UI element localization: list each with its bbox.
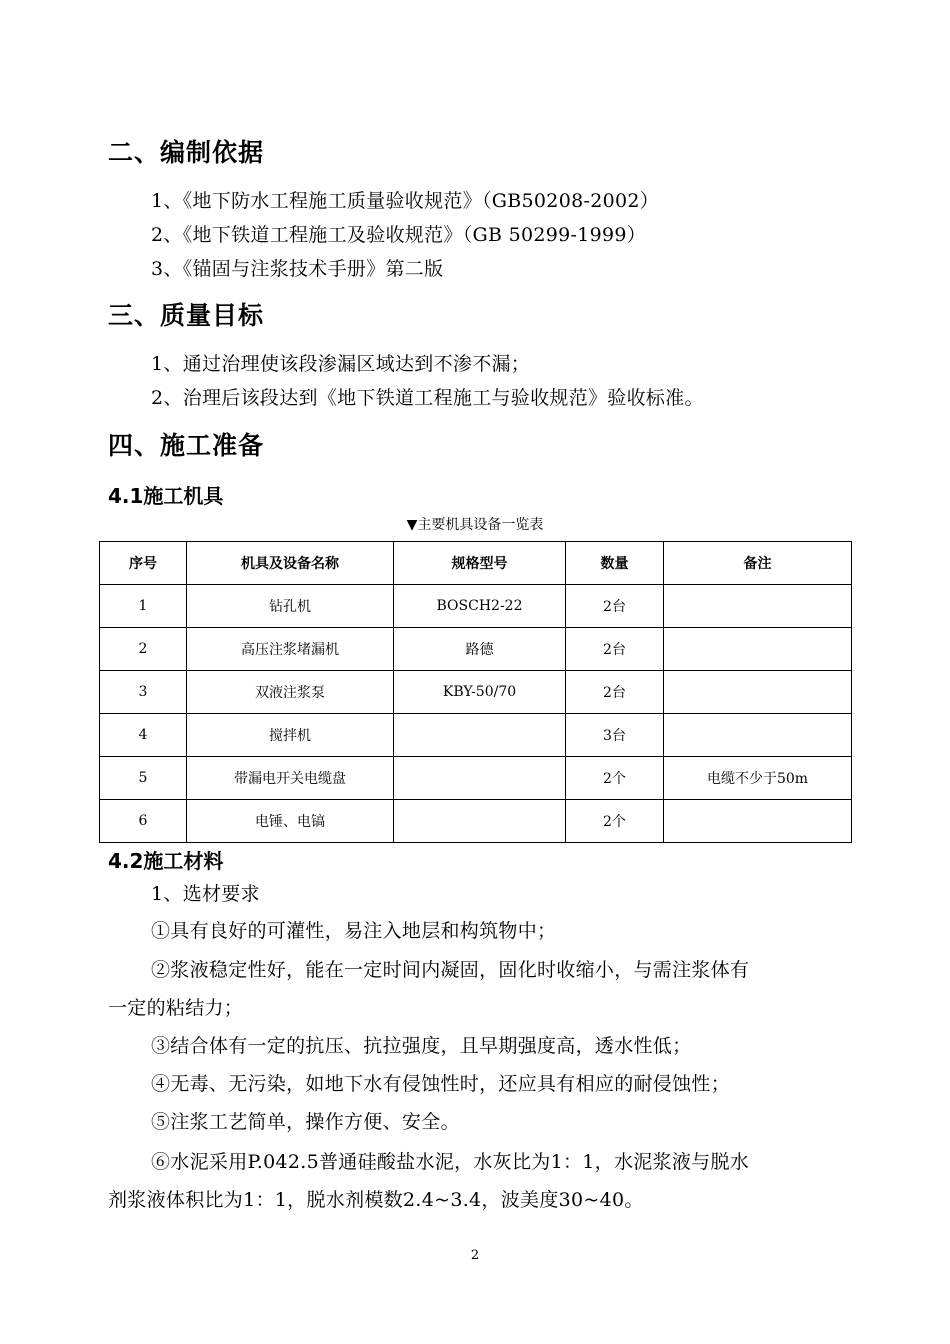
- cell-note: [664, 800, 852, 843]
- cell-model: BOSCH2-22: [394, 585, 566, 628]
- col-header-name: 机具及设备名称: [187, 542, 394, 585]
- cell-model: [394, 757, 566, 800]
- cell-qty: 2台: [566, 585, 664, 628]
- cell-note: [664, 671, 852, 714]
- section3-item-2: 2、治理后该段达到《地下铁道工程施工与验收规范》验收标准。: [151, 387, 704, 409]
- cell-qty: 2台: [566, 628, 664, 671]
- col-header-qty: 数量: [566, 542, 664, 585]
- cell-no: 2: [100, 628, 187, 671]
- col-header-note: 备注: [664, 542, 852, 585]
- cell-qty: 2台: [566, 671, 664, 714]
- material-line: ④无毒、无污染，如地下水有侵蚀性时，还应具有相应的耐侵蚀性；: [151, 1073, 731, 1095]
- cell-no: 5: [100, 757, 187, 800]
- cell-no: 6: [100, 800, 187, 843]
- material-line: ②浆液稳定性好，能在一定时间内凝固，固化时收缩小，与需注浆体有: [151, 959, 750, 981]
- cell-no: 1: [100, 585, 187, 628]
- equipment-table: [99, 541, 852, 843]
- col-header-model: 规格型号: [394, 542, 566, 585]
- cell-note: [664, 585, 852, 628]
- material-line: ⑥水泥采用P.042.5普通硅酸盐水泥，水灰比为1：1，水泥浆液与脱水: [151, 1151, 750, 1173]
- cell-no: 4: [100, 714, 187, 757]
- material-line: ③结合体有一定的抗压、抗拉强度，且早期强度高，透水性低；: [151, 1035, 692, 1057]
- table-row: [100, 714, 852, 757]
- section3-heading: 三、质量目标: [108, 301, 265, 330]
- table-row: [100, 757, 852, 800]
- cell-qty: 2个: [566, 800, 664, 843]
- cell-model: 路德: [394, 628, 566, 671]
- material-line: 剂浆液体积比为1：1，脱水剂模数2.4~3.4，波美度30~40。: [108, 1189, 644, 1211]
- table-row: [100, 585, 852, 628]
- cell-note: [664, 628, 852, 671]
- table-row: [100, 671, 852, 714]
- cell-note: 电缆不少于50m: [664, 757, 852, 800]
- cell-no: 3: [100, 671, 187, 714]
- cell-qty: 2个: [566, 757, 664, 800]
- cell-model: KBY-50/70: [394, 671, 566, 714]
- page-number: 2: [470, 1248, 480, 1263]
- cell-qty: 3台: [566, 714, 664, 757]
- col-header-no: 序号: [100, 542, 187, 585]
- cell-name: 双液注浆泵: [187, 671, 394, 714]
- cell-model: [394, 800, 566, 843]
- material-line: ①具有良好的可灌性，易注入地层和构筑物中；: [151, 920, 557, 942]
- section2-item-3: 3、《锚固与注浆技术手册》第二版: [151, 258, 444, 280]
- subsection-4-1-heading: 4.1施工机具: [108, 484, 224, 508]
- cell-name: 电锤、电镐: [187, 800, 394, 843]
- material-line: 1、选材要求: [151, 883, 260, 905]
- table-row: [100, 628, 852, 671]
- cell-note: [664, 714, 852, 757]
- cell-model: [394, 714, 566, 757]
- material-line: ⑤注浆工艺简单，操作方便、安全。: [151, 1111, 460, 1133]
- section2-item-2: 2、《地下铁道工程施工及验收规范》（GB 50299-1999）: [151, 224, 647, 246]
- table-caption: ▼主要机具设备一览表: [406, 517, 544, 533]
- cell-name: 搅拌机: [187, 714, 394, 757]
- table-header-row: [100, 542, 852, 585]
- cell-name: 钻孔机: [187, 585, 394, 628]
- section2-heading: 二、编制依据: [108, 138, 265, 167]
- cell-name: 带漏电开关电缆盘: [187, 757, 394, 800]
- section2-item-1: 1、《地下防水工程施工质量验收规范》（GB50208-2002）: [151, 190, 660, 212]
- subsection-4-2-heading: 4.2施工材料: [108, 849, 224, 873]
- table-row: [100, 800, 852, 843]
- material-line: 一定的粘结力；: [108, 997, 244, 1019]
- section3-item-1: 1、通过治理使该段渗漏区域达到不渗不漏；: [151, 353, 531, 375]
- section4-heading: 四、施工准备: [108, 431, 265, 460]
- cell-name: 高压注浆堵漏机: [187, 628, 394, 671]
